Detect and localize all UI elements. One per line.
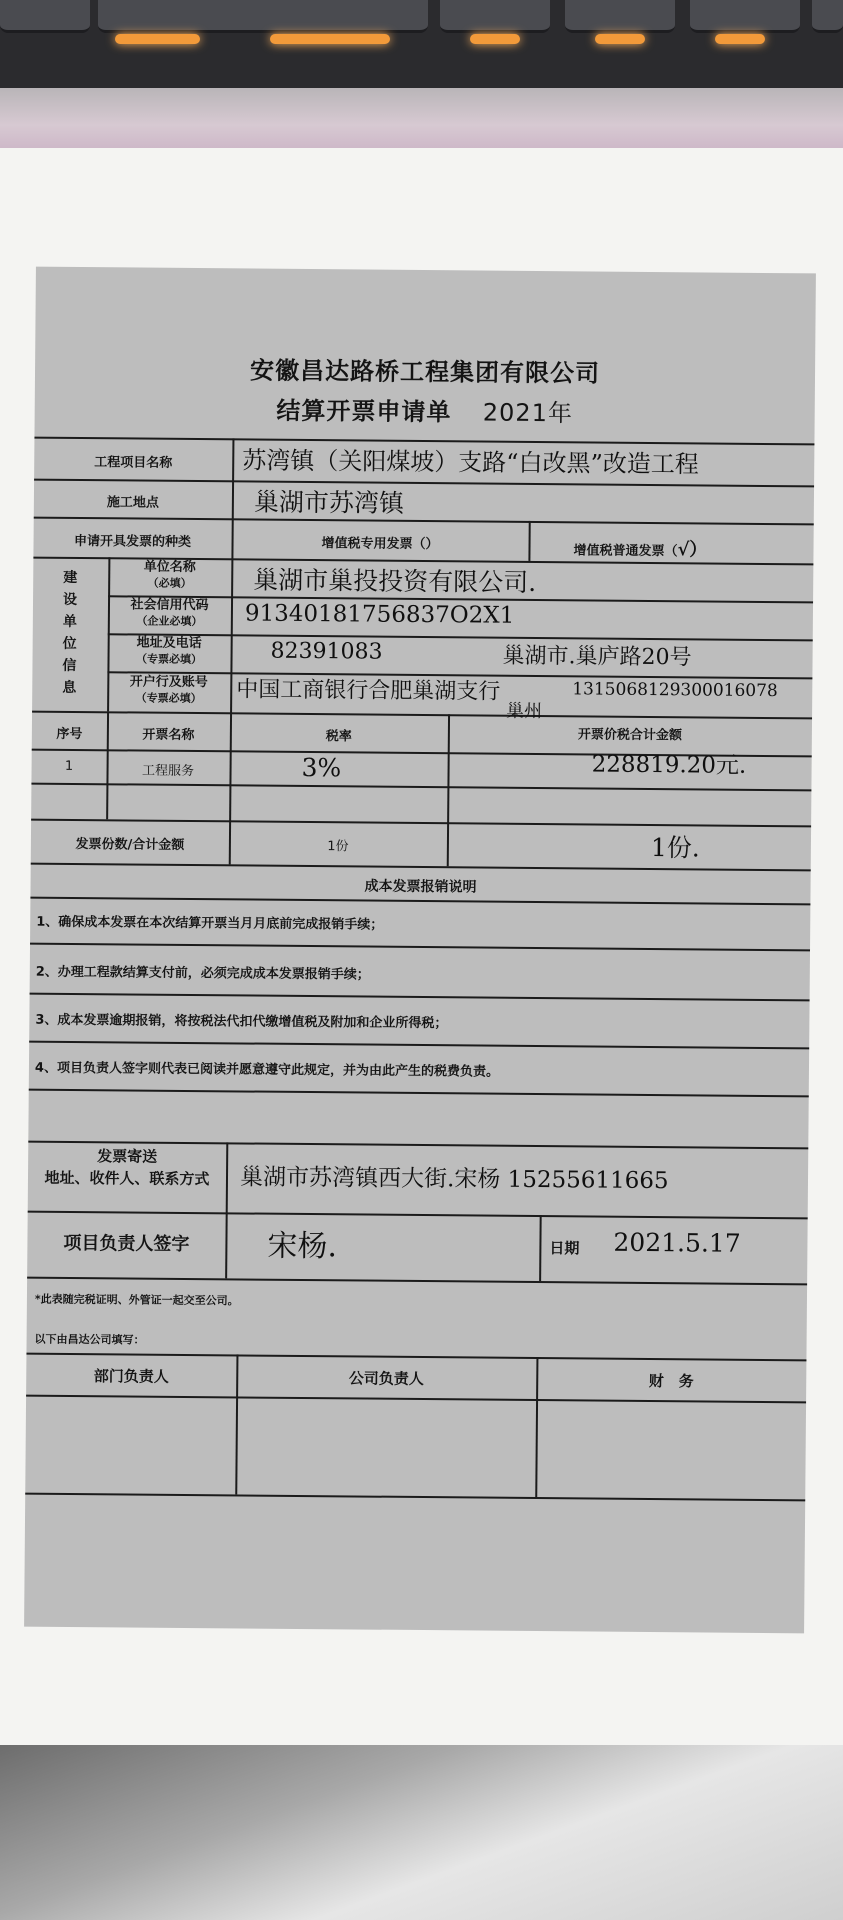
note-4: 4、项目负责人签字则代表已阅读并愿意遵守此规定，并为由此产生的税费负责。 [34, 1060, 500, 1080]
keyboard-backlight [715, 34, 765, 44]
row1-rate: 3% [301, 752, 342, 783]
credit-code-value: 91340181756837O2X1 [244, 600, 515, 629]
col-rate-header: 税率 [325, 729, 352, 745]
signature-label: 项目负责人签字 [63, 1232, 190, 1255]
site-label: 施工地点 [106, 495, 159, 511]
totals-label: 发票份数/合计金额 [75, 836, 185, 853]
phone-value: 82391083 [270, 638, 383, 665]
address-value: 巢湖市.巢庐路20号 [502, 643, 692, 671]
keyboard-backlight [595, 34, 645, 44]
keyboard-background [0, 0, 843, 92]
keyboard-key [0, 0, 90, 33]
notes-heading: 成本发票报销说明 [364, 878, 477, 896]
settlement-invoice-form [24, 267, 816, 1634]
credit-code-note: （企业必填） [136, 614, 203, 629]
company-head-label: 公司负责人 [348, 1369, 424, 1389]
form-year: 2021年 [482, 398, 574, 428]
bank-account-note: （专票必填） [135, 691, 202, 706]
note-2: 2、办理工程款结算支付前，必须完成成本发票报销手续； [35, 964, 370, 983]
address-phone-note: （专票必填） [135, 652, 203, 667]
buyer-name-note: （必填） [147, 576, 192, 590]
credit-code-label [108, 597, 231, 630]
keyboard-key [440, 0, 550, 33]
buyer-name-label [108, 559, 231, 592]
dept-head-label: 部门负责人 [93, 1367, 169, 1386]
bank-account-label [107, 674, 230, 707]
buyer-name-value: 巢湖市巢投投资有限公司. [253, 565, 537, 597]
keyboard-backlight [470, 34, 520, 44]
keyboard-backlight [115, 34, 200, 44]
project-name-label: 工程项目名称 [94, 455, 173, 471]
keyboard-key [690, 0, 800, 33]
totals-copies-print: 1份 [327, 839, 349, 855]
bank-name-value: 中国工商银行合肥巢湖支行 [236, 677, 501, 705]
address-phone-label-text: 地址及电话 [136, 635, 202, 652]
row1-name: 工程服务 [141, 763, 195, 780]
vat-general-label: 增值税普通发票（ [573, 543, 678, 560]
vat-general-option [573, 534, 707, 561]
signature-value: 宋杨. [267, 1228, 338, 1265]
row1-amount: 228819.20元. [591, 751, 747, 779]
account-number-value: 1315068129300016078 [572, 679, 778, 702]
mailing-value: 巢湖市苏湾镇西大街.宋杨 15255611665 [239, 1164, 669, 1195]
vat-general-checkmark: √） [677, 539, 708, 561]
date-value: 2021.5.17 [613, 1227, 741, 1258]
bank-name-value-2: 巢州 [505, 700, 543, 723]
company-name: 安徽昌达路桥工程集团有限公司 [249, 356, 601, 388]
credit-code-label-text: 社会信用代码 [130, 597, 209, 614]
mailing-label-1: 发票寄送 [97, 1147, 158, 1166]
col-no-header: 序号 [56, 726, 83, 743]
buyer-name-label-text: 单位名称 [143, 559, 196, 576]
bank-account-label-text: 开户行及账号 [129, 674, 208, 691]
form-title-text: 结算开票申请单 [276, 396, 452, 427]
project-name-value: 苏湾镇（关阳煤坡）支路“白改黑”改造工程 [242, 446, 699, 479]
buyer-section-label-text: 建设单位信息 [62, 569, 78, 696]
keyboard-backlight [270, 34, 390, 44]
fill-note: 以下由昌达公司填写： [34, 1332, 145, 1347]
keyboard-key [98, 0, 428, 33]
address-phone-label [107, 635, 230, 668]
finance-label: 财 务 [648, 1372, 694, 1391]
keyboard-key [565, 0, 675, 33]
mailing-label [28, 1145, 226, 1191]
date-label: 日期 [549, 1239, 580, 1258]
invoice-type-label: 申请开具发票的种类 [73, 533, 192, 550]
fabric-background [0, 1745, 843, 1920]
note-1: 1、确保成本发票在本次结算开票当月月底前完成报销手续； [36, 914, 384, 933]
note-3: 3、成本发票逾期报销，将按税法代扣代缴增值税及附加和企业所得税； [35, 1012, 448, 1032]
mailing-label-2: 地址、收件人、联系方式 [44, 1168, 210, 1189]
row1-no: 1 [64, 758, 74, 774]
buyer-section-label [58, 567, 81, 699]
laptop-edge [0, 88, 843, 150]
vat-special-option: 增值税专用发票（） [321, 536, 439, 553]
footer-note: *此表随完税证明、外管证一起交至公司。 [34, 1292, 239, 1308]
keyboard-key [812, 0, 843, 33]
col-amount-header: 开票价税合计金额 [577, 727, 682, 744]
totals-copies-hand: 1份. [650, 833, 700, 863]
site-value: 巢湖市苏湾镇 [253, 487, 405, 518]
col-name-header: 开票名称 [142, 727, 195, 744]
